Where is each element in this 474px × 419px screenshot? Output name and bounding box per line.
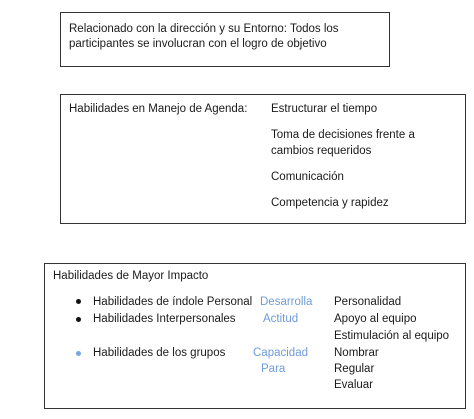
objective-line-1: Relacionado con la dirección y su Entorno: Todos los (69, 23, 339, 35)
agenda-item-2: Toma de decisiones frente a (271, 129, 415, 141)
row-groups-tag: Capacidad (253, 347, 308, 359)
agenda-item-1: Estructurar el tiempo (271, 103, 378, 115)
agenda-box (60, 94, 466, 224)
objective-line-2: participantes se involucran con el logro de objetivo (69, 38, 327, 50)
row-personal-item-1: Personalidad (334, 296, 402, 308)
impact-title: Habilidades de Mayor Impacto (53, 270, 209, 282)
row-interpersonal-item-1: Apoyo al equipo (334, 313, 417, 325)
row-groups-item-3: Evaluar (334, 379, 373, 391)
agenda-item-4: Comunicación (271, 171, 344, 183)
agenda-item-3: cambios requeridos (271, 145, 372, 157)
row-interpersonal-label: Habilidades Interpersonales (93, 313, 236, 325)
row-personal-tag: Desarrolla (260, 296, 313, 308)
row-groups-item-2: Regular (334, 363, 375, 375)
row-interpersonal-tag: Actitud (263, 313, 299, 325)
agenda-label: Habilidades en Manejo de Agenda: (69, 103, 248, 115)
objective-box (60, 12, 390, 67)
row-interpersonal-item-2: Estimulación al equipo (334, 330, 450, 342)
row-groups-tag-2: Para (261, 363, 286, 375)
impact-box (44, 263, 466, 409)
bullet-personal (76, 299, 81, 304)
bullet-interpersonal (76, 317, 81, 322)
bullet-groups (76, 351, 81, 356)
row-personal-label: Habilidades de índole Personal (93, 296, 253, 308)
row-groups-item-1: Nombrar (334, 347, 379, 359)
agenda-item-5: Competencia y rapidez (271, 197, 389, 209)
row-groups-label: Habilidades de los grupos (93, 347, 226, 359)
